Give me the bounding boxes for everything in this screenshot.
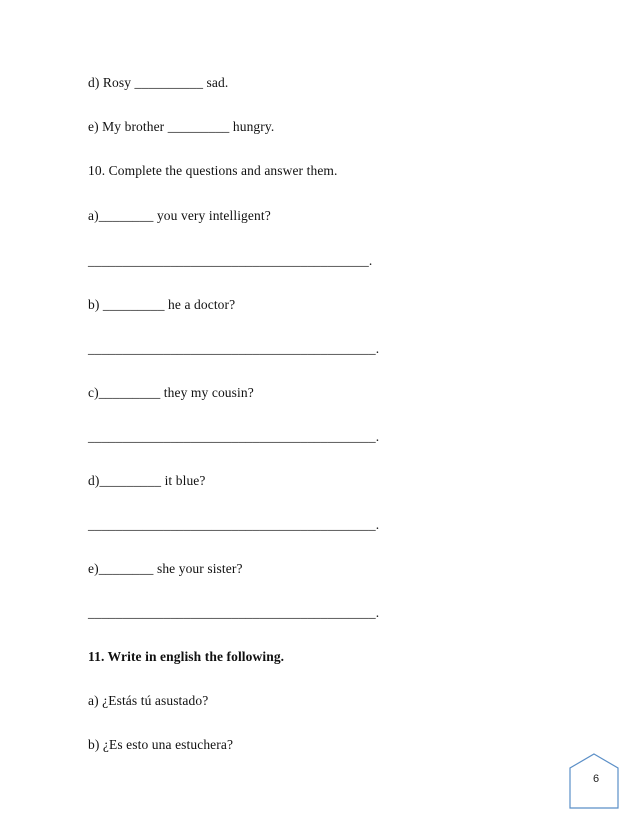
item-9d: d) Rosy __________ sad. xyxy=(88,75,229,90)
item-11a: a) ¿Estás tú asustado? xyxy=(88,693,209,708)
question-10b: b) _________ he a doctor? xyxy=(88,297,236,312)
answer-line-10c: __________________________________________. xyxy=(88,429,380,444)
answer-line-10b: __________________________________________. xyxy=(88,341,380,356)
question-10c: c)_________ they my cousin? xyxy=(88,385,254,400)
page-number: 6 xyxy=(592,773,600,785)
question-10d: d)_________ it blue? xyxy=(88,473,206,488)
exercise-10-heading: 10. Complete the questions and answer them. xyxy=(88,163,338,178)
item-9e: e) My brother _________ hungry. xyxy=(88,119,275,134)
answer-line-10d: __________________________________________. xyxy=(88,517,380,532)
answer-line-10a: _________________________________________. xyxy=(88,253,373,268)
item-11b: b) ¿Es esto una estuchera? xyxy=(88,737,234,752)
question-10e: e)________ she your sister? xyxy=(88,561,243,576)
question-10a: a)________ you very intelligent? xyxy=(88,208,271,223)
exercise-11-heading: 11. Write in english the following. xyxy=(88,649,285,664)
answer-line-10e: __________________________________________. xyxy=(88,605,380,620)
